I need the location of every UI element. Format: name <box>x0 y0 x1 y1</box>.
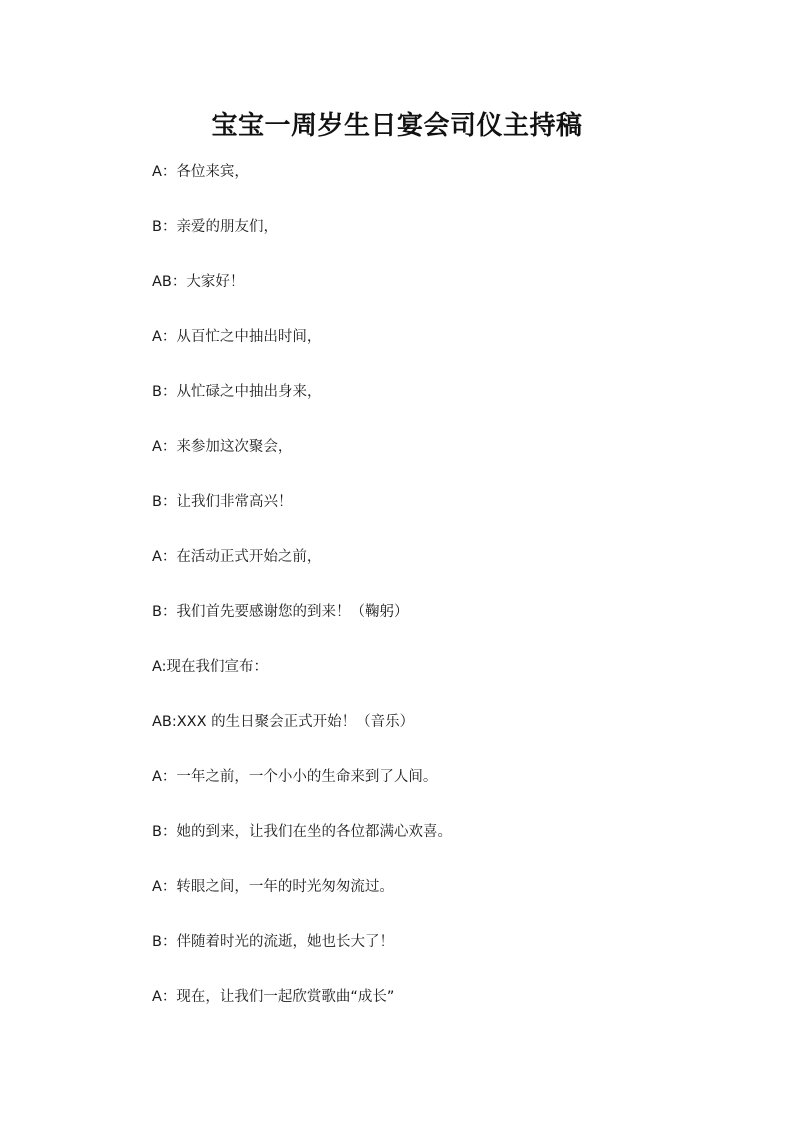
script-line: B：从忙碌之中抽出身来， <box>152 384 322 400</box>
script-line: AB:XXX 的生日聚会正式开始！（音乐） <box>152 714 415 730</box>
script-lines <box>152 160 712 1040</box>
script-line: B：我们首先要感谢您的到来！（鞠躬） <box>152 604 409 620</box>
script-line: A：转眼之间，一年的时光匆匆流过。 <box>152 879 394 895</box>
script-line: B：伴随着时光的流逝，她也长大了！ <box>152 934 394 950</box>
script-line: A：在活动正式开始之前， <box>152 549 322 565</box>
script-line: A：来参加这次聚会， <box>152 439 293 455</box>
script-line: A：现在，让我们一起欣赏歌曲“成长” <box>152 989 395 1005</box>
script-line: A：从百忙之中抽出时间， <box>152 329 322 345</box>
script-line: A:现在我们宣布： <box>152 659 269 675</box>
script-line: B：让我们非常高兴！ <box>152 494 293 510</box>
script-line: A：一年之前，一个小小的生命来到了人间。 <box>152 769 438 785</box>
script-line: B：亲爱的朋友们， <box>152 219 278 235</box>
script-line: AB：大家好！ <box>152 274 245 290</box>
script-line: A：各位来宾， <box>152 164 249 180</box>
document-title: 宝宝一周岁生日宴会司仪主持稿 <box>211 111 583 141</box>
script-line: B：她的到来，让我们在坐的各位都满心欢喜。 <box>152 824 452 840</box>
